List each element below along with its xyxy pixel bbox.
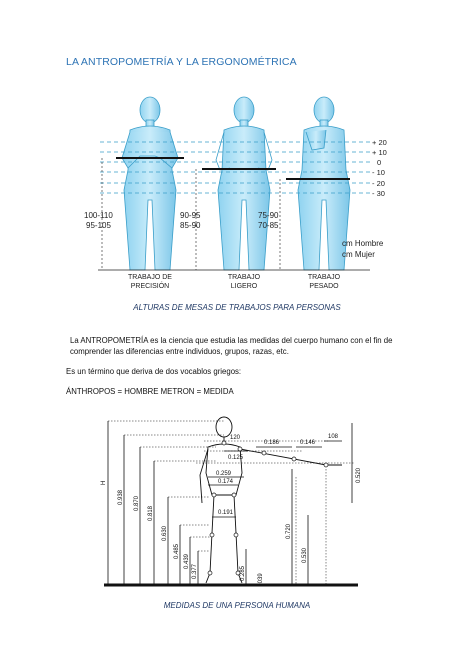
svg-text:TRABAJO: TRABAJO (227, 274, 261, 281)
svg-text:TRABAJO DE: TRABAJO DE (128, 274, 172, 281)
svg-text:- 10: - 10 (372, 168, 385, 177)
svg-text:0.146: 0.146 (300, 440, 316, 446)
page-title: LA ANTROPOMETRÍA Y LA ERGONOMÉTRICA (66, 56, 297, 68)
svg-text:108: 108 (328, 434, 339, 440)
svg-text:H: H (101, 480, 107, 485)
svg-text:.039: .039 (258, 573, 264, 585)
svg-text:0.377: 0.377 (192, 563, 198, 579)
table-heights-figure (80, 80, 410, 295)
svg-text:0.938: 0.938 (118, 489, 124, 505)
paragraph-origin: Es un término que deriva de dos vocablos griegos: (66, 367, 242, 376)
svg-text:cm Hombre: cm Hombre (342, 239, 384, 248)
figure2-caption: MEDIDAS DE UNA PERSONA HUMANA (163, 601, 311, 610)
svg-text:0.191: 0.191 (218, 510, 234, 516)
figure1-caption: ALTURAS DE MESAS DE TRABAJOS PARA PERSONAS (133, 303, 341, 312)
svg-text:0.285: 0.285 (240, 565, 246, 581)
svg-text:+ 10: + 10 (372, 148, 387, 157)
svg-text:PRECISIÓN: PRECISIÓN (130, 283, 170, 290)
svg-text:0.125: 0.125 (228, 455, 244, 461)
svg-text:0.485: 0.485 (174, 543, 180, 559)
svg-text:0.174: 0.174 (218, 479, 234, 485)
svg-text:95-105: 95-105 (86, 221, 111, 230)
svg-text:- 20: - 20 (372, 179, 385, 188)
figure-light (216, 97, 272, 270)
body-measurements-figure (96, 413, 366, 593)
svg-text:90-95: 90-95 (180, 211, 201, 220)
svg-text:0.520: 0.520 (356, 467, 362, 483)
svg-text:0.870: 0.870 (134, 495, 140, 511)
svg-text:TRABAJO: TRABAJO (307, 274, 341, 281)
svg-text:0.818: 0.818 (148, 505, 154, 521)
svg-text:0.530: 0.530 (302, 547, 308, 563)
paragraph-definition: La ANTROPOMETRÍA es la ciencia que estudia las medidas del cuerpo humano con el fin de comprender las diferencias entre individuos, grupos, razas, etc. (70, 336, 393, 356)
svg-text:75-90: 75-90 (258, 211, 279, 220)
svg-text:120: 120 (230, 435, 241, 441)
svg-text:- 30: - 30 (372, 189, 385, 198)
svg-text:0.439: 0.439 (184, 553, 190, 569)
svg-text:70-85: 70-85 (258, 221, 279, 230)
svg-text:0.186: 0.186 (264, 440, 280, 446)
svg-text:0.259: 0.259 (216, 471, 232, 477)
svg-text:0.630: 0.630 (162, 525, 168, 541)
svg-text:85-90: 85-90 (180, 221, 201, 230)
svg-text:LIGERO: LIGERO (230, 283, 258, 290)
svg-text:PESADO: PESADO (309, 283, 339, 290)
svg-text:0.720: 0.720 (286, 523, 292, 539)
svg-text:cm Mujer: cm Mujer (342, 250, 375, 259)
svg-text:+ 20: + 20 (372, 138, 387, 147)
paragraph-etymology: ÁNTHROPOS = HOMBRE METRON = MEDIDA (66, 387, 234, 396)
svg-text:100-110: 100-110 (84, 211, 113, 220)
svg-text:0: 0 (377, 158, 382, 167)
figure-precision (122, 97, 178, 270)
